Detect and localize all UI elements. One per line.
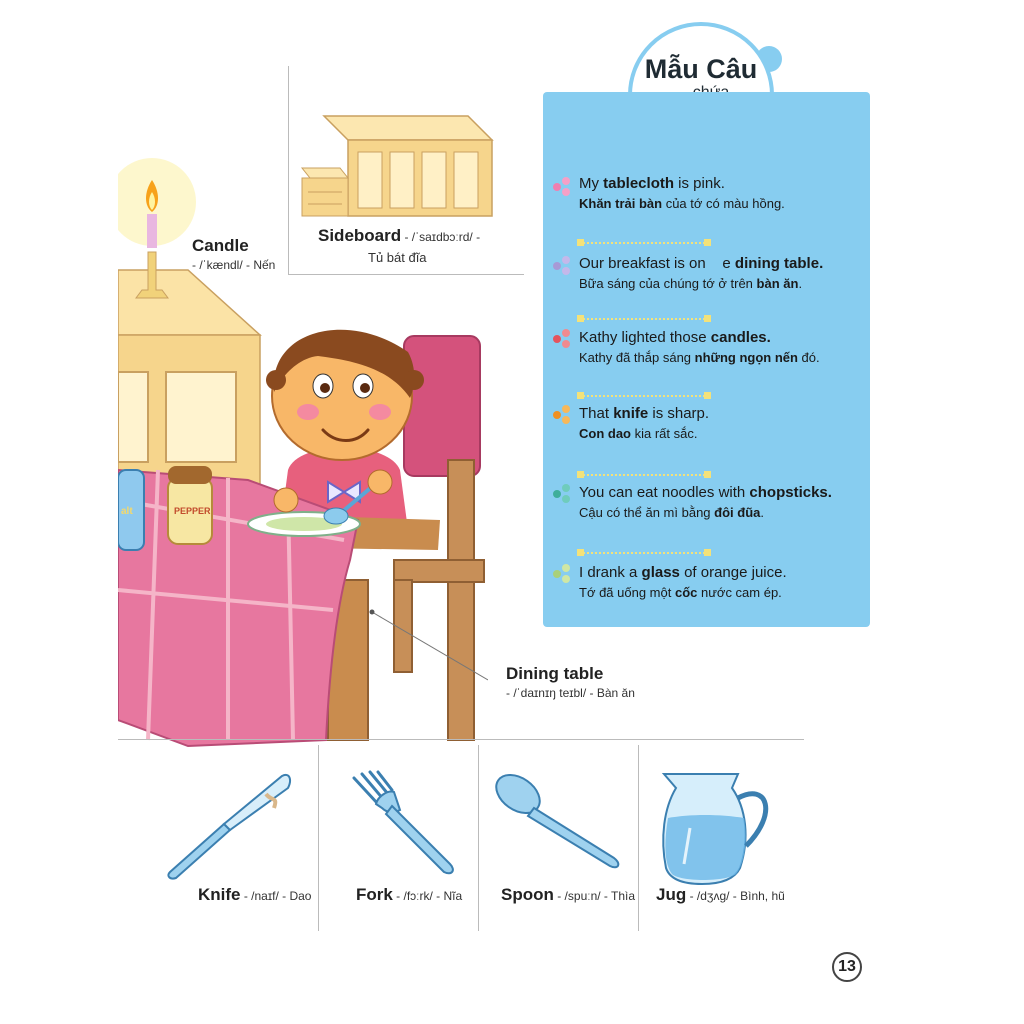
sentence-3-vi-bold: những ngọn nến	[694, 350, 798, 365]
cabinet-top	[118, 270, 260, 335]
spoon-word: Spoon	[501, 885, 554, 904]
sideboard-illustration	[300, 112, 496, 222]
sentence-3-vi-post: đó.	[797, 350, 820, 365]
sentence-5-vi-bold: đôi đũa	[714, 505, 761, 520]
bullet-icon	[553, 564, 573, 584]
bullet-icon	[553, 405, 573, 425]
salt-label: alt	[121, 506, 133, 517]
sentence-1-en-bold: tablecloth	[603, 175, 675, 192]
sentence-2-en-bold: dining table.	[734, 255, 824, 272]
bullet-icon	[553, 329, 573, 349]
sentence-3-vi-pre: Kathy đã thắp sáng	[579, 350, 695, 365]
sentence-5-vi-post: .	[760, 505, 764, 520]
title-line1: Mẫu Câu	[644, 54, 758, 84]
sentence-1	[579, 175, 869, 211]
fork-word: Fork	[356, 885, 393, 904]
sentence-6-en-pre: I drank a	[579, 564, 642, 581]
sentence-4-en-bold: knife	[613, 405, 649, 422]
jug-word: Jug	[656, 885, 687, 904]
utensil-divider-3	[638, 745, 639, 931]
candle-meaning: Nến	[253, 258, 276, 272]
dotted-divider	[579, 318, 709, 320]
candle-label	[192, 236, 275, 272]
spoon-ipa: - /spuːn/ -	[553, 889, 612, 903]
fork-meaning: Nĩa	[443, 889, 463, 903]
knife-ipa: - /naɪf/ -	[240, 889, 290, 903]
sentence-5-en-pre: You can eat noodles with	[579, 484, 750, 501]
sentence-2-vi-pre: Bữa sáng của chúng tớ ở trên	[579, 276, 757, 291]
jug-icon	[660, 768, 776, 886]
spoon-meaning: Thìa	[611, 889, 636, 903]
fork-icon	[348, 770, 462, 876]
dotted-divider	[579, 474, 709, 476]
sideboard-divider-bottom	[288, 274, 524, 275]
sentence-3	[579, 329, 869, 365]
dotted-divider	[579, 552, 709, 554]
sentence-6-vi-pre: Tớ đã uống một	[579, 585, 675, 600]
sentence-1-vi-bold: Khăn trải bàn	[579, 196, 663, 211]
sentence-2-vi-post: .	[798, 276, 803, 291]
sentence-4-en-pre: That	[579, 405, 614, 422]
sentence-5-en-bold: chopsticks.	[749, 484, 832, 501]
jug-meaning: Bình, hũ	[740, 889, 785, 903]
utensil-divider-2	[478, 745, 479, 931]
knife-label	[198, 885, 311, 905]
bottom-row-divider	[118, 739, 804, 740]
sideboard-label	[318, 226, 480, 265]
sentence-3-en-bold: candles.	[710, 329, 771, 346]
knife-word: Knife	[198, 885, 241, 904]
sentence-4-en-post: is sharp.	[648, 405, 710, 422]
knife-icon	[162, 768, 298, 880]
sentence-1-en-pre: My	[579, 175, 604, 192]
sideboard-meaning: Tủ bát đĩa	[368, 250, 427, 265]
utensil-divider-1	[318, 745, 319, 931]
sentence-3-en-pre: Kathy lighted those	[579, 329, 711, 346]
sideboard-divider-left	[288, 66, 289, 274]
sentence-panel	[543, 92, 870, 627]
spoon-icon	[492, 772, 626, 872]
sentence-6	[579, 564, 869, 600]
dotted-divider	[579, 242, 709, 244]
bullet-icon	[553, 177, 573, 197]
sideboard-word: Sideboard	[318, 226, 402, 245]
knife-meaning: Dao	[289, 889, 312, 903]
fork-ipa: - /fɔːrk/ -	[392, 889, 444, 903]
sideboard-ipa: - /ˈsaɪdbɔːrd/ -	[401, 230, 481, 244]
dining-table-meaning: Bàn ăn	[596, 686, 635, 700]
bullet-icon	[553, 484, 573, 504]
sentence-5	[579, 484, 869, 520]
sentence-1-en-post: is pink.	[674, 175, 725, 192]
candle-ipa: - /ˈkændl/ -	[192, 258, 254, 272]
sentence-4-vi-post: kia rất sắc.	[631, 426, 698, 441]
jug-ipa: - /dʒʌg/ -	[686, 889, 741, 903]
pepper-label: PEPPER	[174, 506, 211, 516]
sentence-2-vi-bold: bàn ăn	[756, 276, 799, 291]
sentence-2-en-pre: Our breakfast is on e	[579, 255, 735, 272]
dining-table-word: Dining table	[506, 664, 604, 683]
jug-label	[656, 885, 785, 905]
chair-back-cushion	[404, 336, 480, 476]
sentence-4	[579, 405, 869, 441]
bullet-icon	[553, 256, 573, 276]
sentence-2	[579, 255, 869, 291]
candle-stick	[147, 214, 157, 248]
sentence-1-vi-post: của tớ có màu hồng.	[662, 196, 785, 211]
fork-label	[356, 885, 462, 905]
candle-word: Candle	[192, 236, 249, 255]
sentence-6-en-bold: glass	[641, 564, 680, 581]
sentence-4-vi-bold: Con dao	[579, 426, 631, 441]
sentence-5-vi-pre: Cậu có thể ăn mì bằng	[579, 505, 715, 520]
sentence-6-vi-bold: cốc	[674, 585, 698, 600]
sentence-6-en-post: of orange juice.	[679, 564, 787, 581]
dining-table-label	[506, 664, 635, 700]
page-number: 13	[832, 952, 862, 982]
spoon-label	[501, 885, 635, 905]
dining-table-ipa: - /ˈdaɪnɪŋ teɪbl/ -	[506, 686, 597, 700]
sentence-6-vi-post: nước cam ép.	[697, 585, 782, 600]
dotted-divider	[579, 395, 709, 397]
